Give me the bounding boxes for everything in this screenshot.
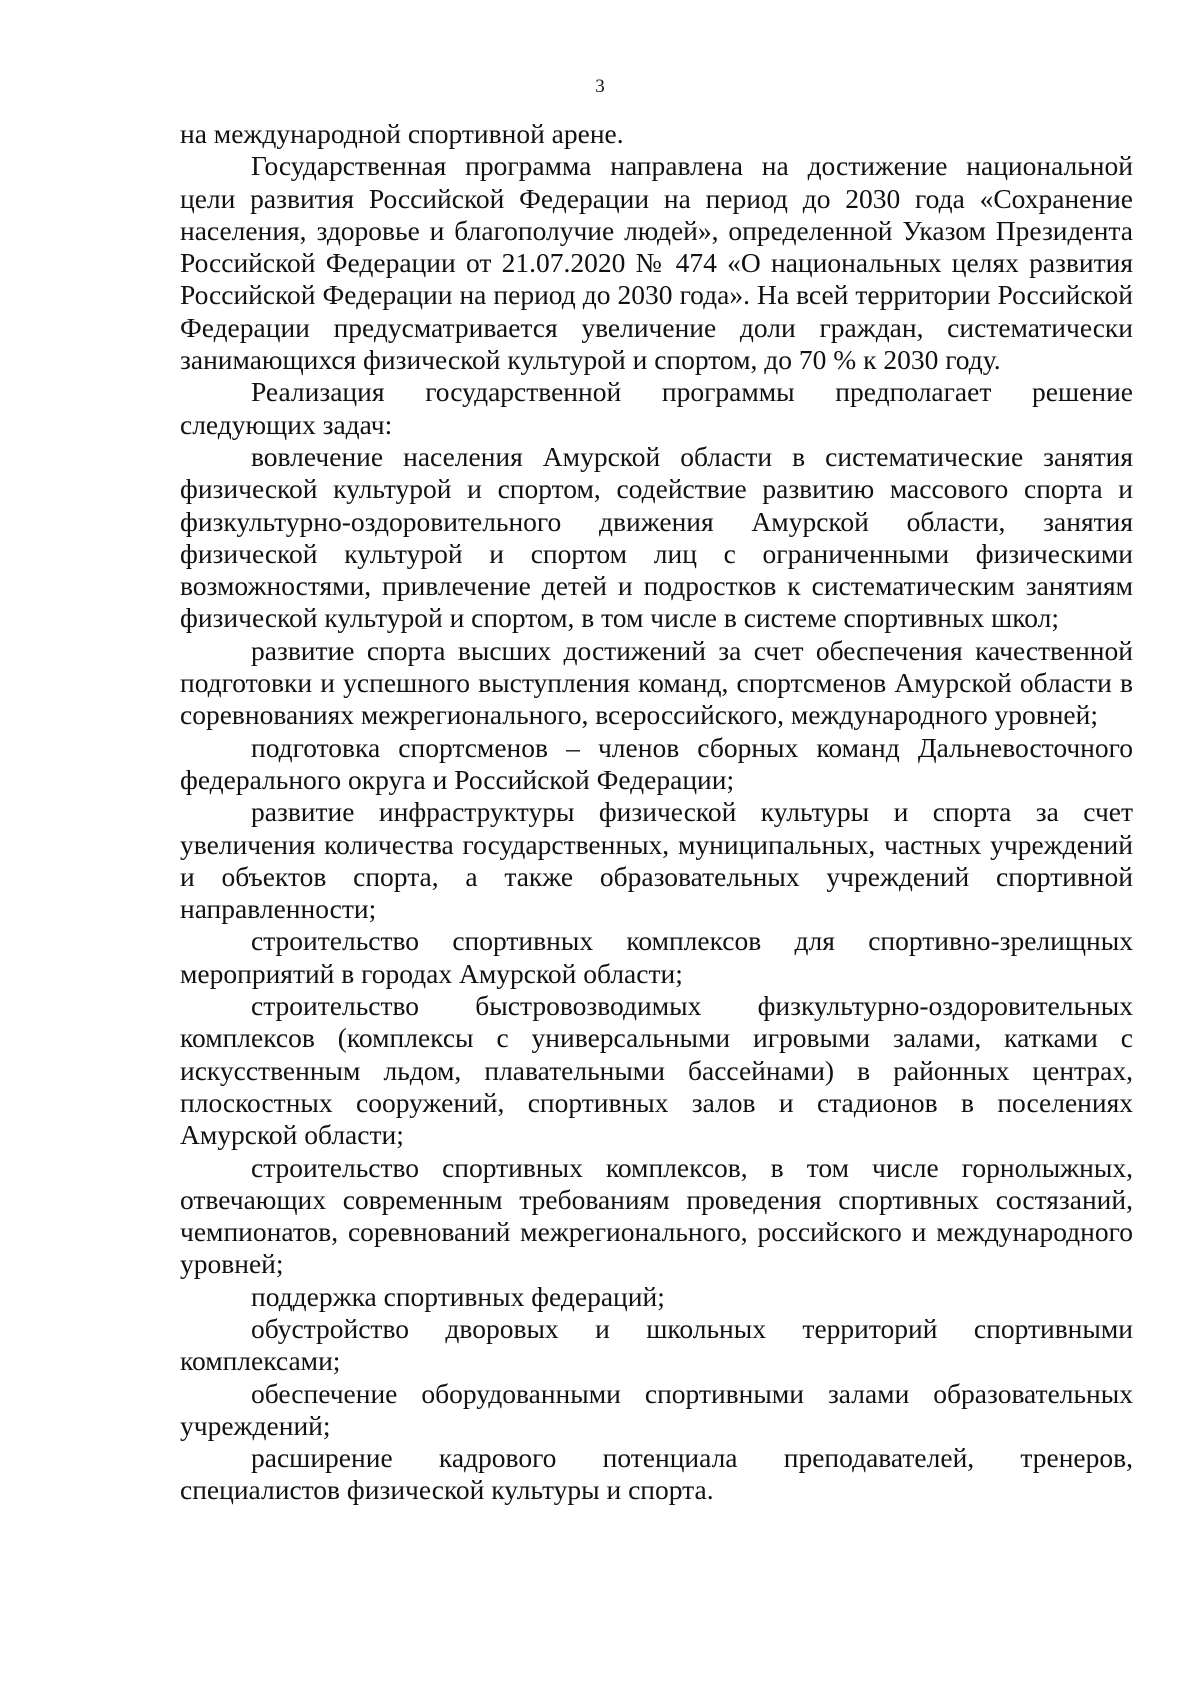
list-item-task: подготовка спортсменов – членов сборных команд Дальневосточного федерального округа и Российской Федерации; — [180, 731, 1133, 795]
document-body — [180, 118, 1133, 1507]
list-item-task: вовлечение населения Амурской области в систематические занятия физической культурой и спортом, содействие развитию массового спорта и физкультурно-оздоровительного движения Амурской области, занятия физической культурой и спортом лиц с ограниченными физическими возможностями, привлечение детей и подростков к систематическим занятиям физической культурой и спортом, в том числе в системе спортивных школ; — [180, 440, 1133, 634]
list-item-task: расширение кадрового потенциала преподавателей, тренеров, специалистов физической культуры и спорта. — [180, 1442, 1133, 1506]
list-item-task: строительство спортивных комплексов, в том числе горнолыжных, отвечающих современным требованиям проведения спортивных состязаний, чемпионатов, соревнований межрегионального, российского и международного уровней; — [180, 1151, 1133, 1280]
list-item-task: строительство быстровозводимых физкультурно-оздоровительных комплексов (комплексы с универсальными игровыми залами, катками с искусственным льдом, плавательными бассейнами) в районных центрах, плоскостных сооружений, спортивных залов и стадионов в поселениях Амурской области; — [180, 990, 1133, 1151]
paragraph: Государственная программа направлена на достижение национальной цели развития Российской Федерации на период до 2030 года «Сохранение населения, здоровье и благополучие людей», определенной Указом Президента Российской Федерации от 21.07.2020 № 474 «О национальных целях развития Российской Федерации на период до 2030 года». На всей территории Российской Федерации предусматривается увеличение доли граждан, систематически занимающихся физической культурой и спортом, до 70 % к 2030 году. — [180, 150, 1133, 376]
list-item-task: строительство спортивных комплексов для спортивно-зрелищных мероприятий в городах Амурской области; — [180, 925, 1133, 989]
list-item-task: развитие спорта высших достижений за счет обеспечения качественной подготовки и успешного выступления команд, спортсменов Амурской области в соревнованиях межрегионального, всероссийского, международного уровней; — [180, 634, 1133, 731]
paragraph: Реализация государственной программы предполагает решение следующих задач: — [180, 376, 1133, 440]
list-item-task: обустройство дворовых и школьных территорий спортивными комплексами; — [180, 1312, 1133, 1377]
list-item-task: обеспечение оборудованными спортивными залами образовательных учреждений; — [180, 1377, 1133, 1441]
paragraph: на международной спортивной арене. — [180, 118, 624, 149]
list-item-task: поддержка спортивных федераций; — [251, 1280, 665, 1312]
list-item-task: развитие инфраструктуры физической культуры и спорта за счет увеличения количества государственных, муниципальных, частных учреждений и объектов спорта, а также образовательных учреждений спортивной направленности; — [180, 796, 1133, 925]
page-number: 3 — [595, 76, 605, 97]
